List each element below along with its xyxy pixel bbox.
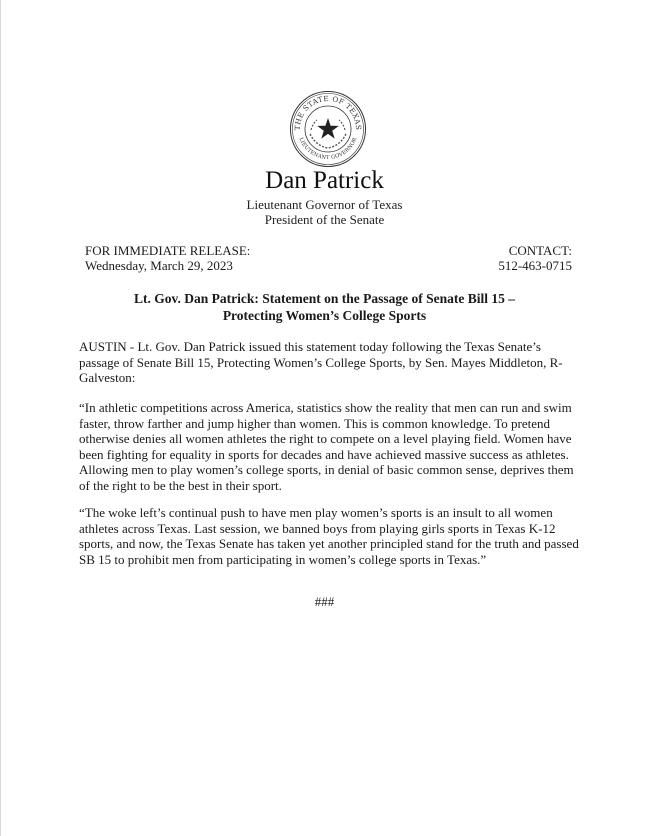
body-paragraph-quote-2: “The woke left’s continual push to have men play women’s sports is an insult to all women athletes across Texas. Last session, we banned boys from playing girls sports in Texas K-12 sports, and now, the Texas Senate has taken yet another principled stand for the truth and passed SB 15 to prohibit men from participating in women’s college sports in Texas.”	[79, 505, 579, 567]
body-paragraph-quote-1: “In athletic competitions across America, statistics show the reality that men can run and swim faster, throw farther and jump higher than women. This is common knowledge. To pretend otherwise denies all women athletes the right to compete on a level playing field. Women have been fighting for equality in sports for decades and have achieved massive success as athletes. Allowing men to play women’s college sports, in denial of basic common sense, deprives them of the right to be the best in their sport.	[79, 400, 574, 493]
texas-lieutenant-governor-seal	[289, 90, 367, 168]
headline-line-1: Lt. Gov. Dan Patrick: Statement on the Passage of Senate Bill 15 –	[134, 291, 515, 306]
press-release-headline	[60, 290, 589, 324]
lone-star-icon	[317, 118, 339, 139]
end-mark: ###	[314, 594, 335, 609]
page-edge	[0, 0, 1, 836]
contact-phone: 512-463-0715	[498, 258, 572, 273]
release-label: FOR IMMEDIATE RELEASE:	[85, 243, 251, 258]
release-info	[85, 243, 250, 273]
seal-top-text: THE STATE OF TEXAS	[292, 93, 364, 131]
contact-info	[498, 243, 572, 273]
official-name: Dan Patrick	[265, 167, 384, 194]
headline-line-2: Protecting Women’s College Sports	[222, 308, 427, 323]
official-title: Lieutenant Governor of Texas	[246, 197, 403, 212]
body-paragraph-intro: AUSTIN - Lt. Gov. Dan Patrick issued this statement today following the Texas Senate’s passage of Senate Bill 15, Protecting Women’s College Sports, by Sen. Mayes Middleton, R-Galveston:	[79, 339, 563, 385]
seal-icon	[289, 90, 367, 168]
official-role: President of the Senate	[264, 212, 385, 227]
contact-label: CONTACT:	[508, 243, 572, 258]
seal-bottom-text: LIEUTENANT GOVERNOR	[297, 136, 359, 162]
release-date: Wednesday, March 29, 2023	[85, 258, 233, 273]
